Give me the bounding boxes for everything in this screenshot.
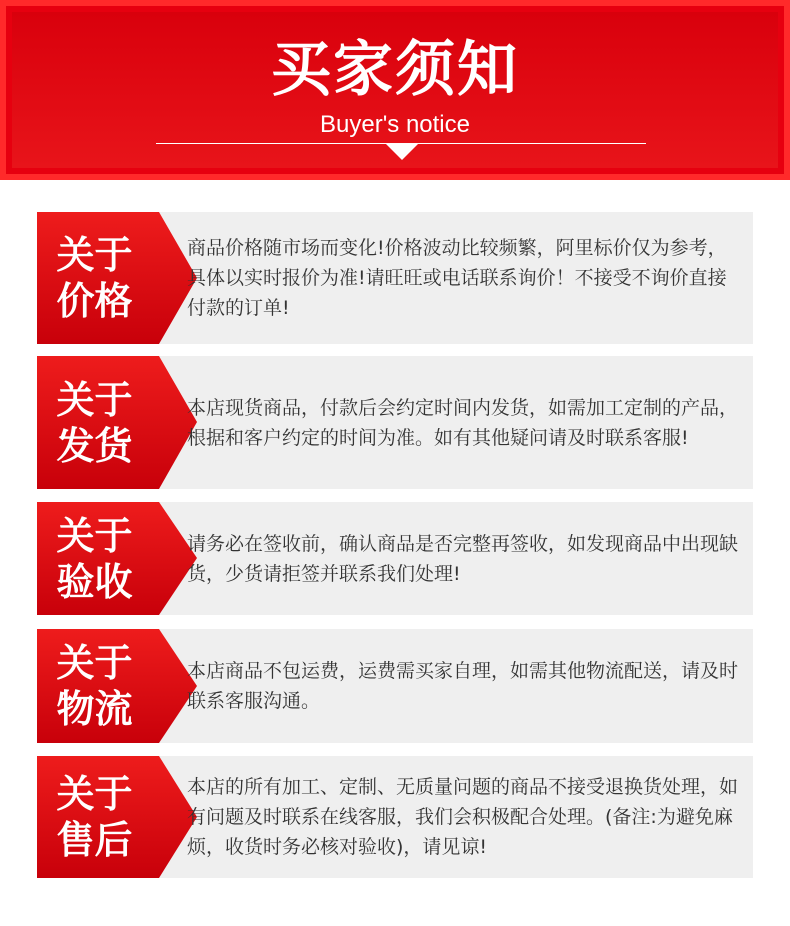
notice-card-shipping — [37, 356, 753, 489]
notice-card-after-sales — [37, 756, 753, 878]
notice-tag-shipping — [37, 356, 197, 489]
notice-tag-label: 关于 价格 — [56, 233, 133, 323]
notice-text-inspection: 请务必在签收前，确认商品是否完整再签收，如发现商品中出现缺货，少货请拒签并联系我们处理! — [187, 532, 739, 585]
notice-text-shipping: 本店现货商品，付款后会约定时间内发货，如需加工定制的产品，根据和客户约定的时间为准。如有其他疑问请及时联系客服! — [187, 396, 739, 449]
down-arrow-icon — [386, 144, 418, 160]
notice-tag-price — [37, 212, 197, 344]
notice-text-price: 商品价格随市场而变化!价格波动比较频繁，阿里标价仅为参考，具体以实时报价为准!请旺旺或电话联系询价！不接受不询价直接付款的订单! — [187, 237, 727, 319]
notice-tag-label: 关于 售后 — [56, 772, 133, 862]
notice-tag-inspection — [37, 502, 197, 615]
notice-text-logistics: 本店商品不包运费，运费需买家自理，如需其他物流配送，请及时联系客服沟通。 — [187, 660, 739, 712]
notice-tag-label: 关于 验收 — [56, 513, 133, 604]
notice-text-after-sales: 本店的所有加工、定制、无质量问题的商品不接受退换货处理，如有问题及时联系在线客服，我们会积极配合处理。(备注:为避免麻烦，收货时务必核对验收)，请见谅! — [187, 776, 739, 858]
notice-tag-after-sales — [37, 756, 197, 878]
notice-card-inspection — [37, 502, 753, 615]
notice-tag-logistics — [37, 629, 197, 743]
page-subtitle: Buyer's notice — [320, 111, 470, 138]
notice-card-logistics — [37, 629, 753, 743]
header-banner — [0, 0, 790, 180]
page-title: 买家须知 — [271, 35, 519, 105]
notice-tag-label: 关于 发货 — [56, 377, 133, 468]
notice-tag-label: 关于 物流 — [56, 641, 133, 731]
notice-card-price — [37, 212, 753, 344]
